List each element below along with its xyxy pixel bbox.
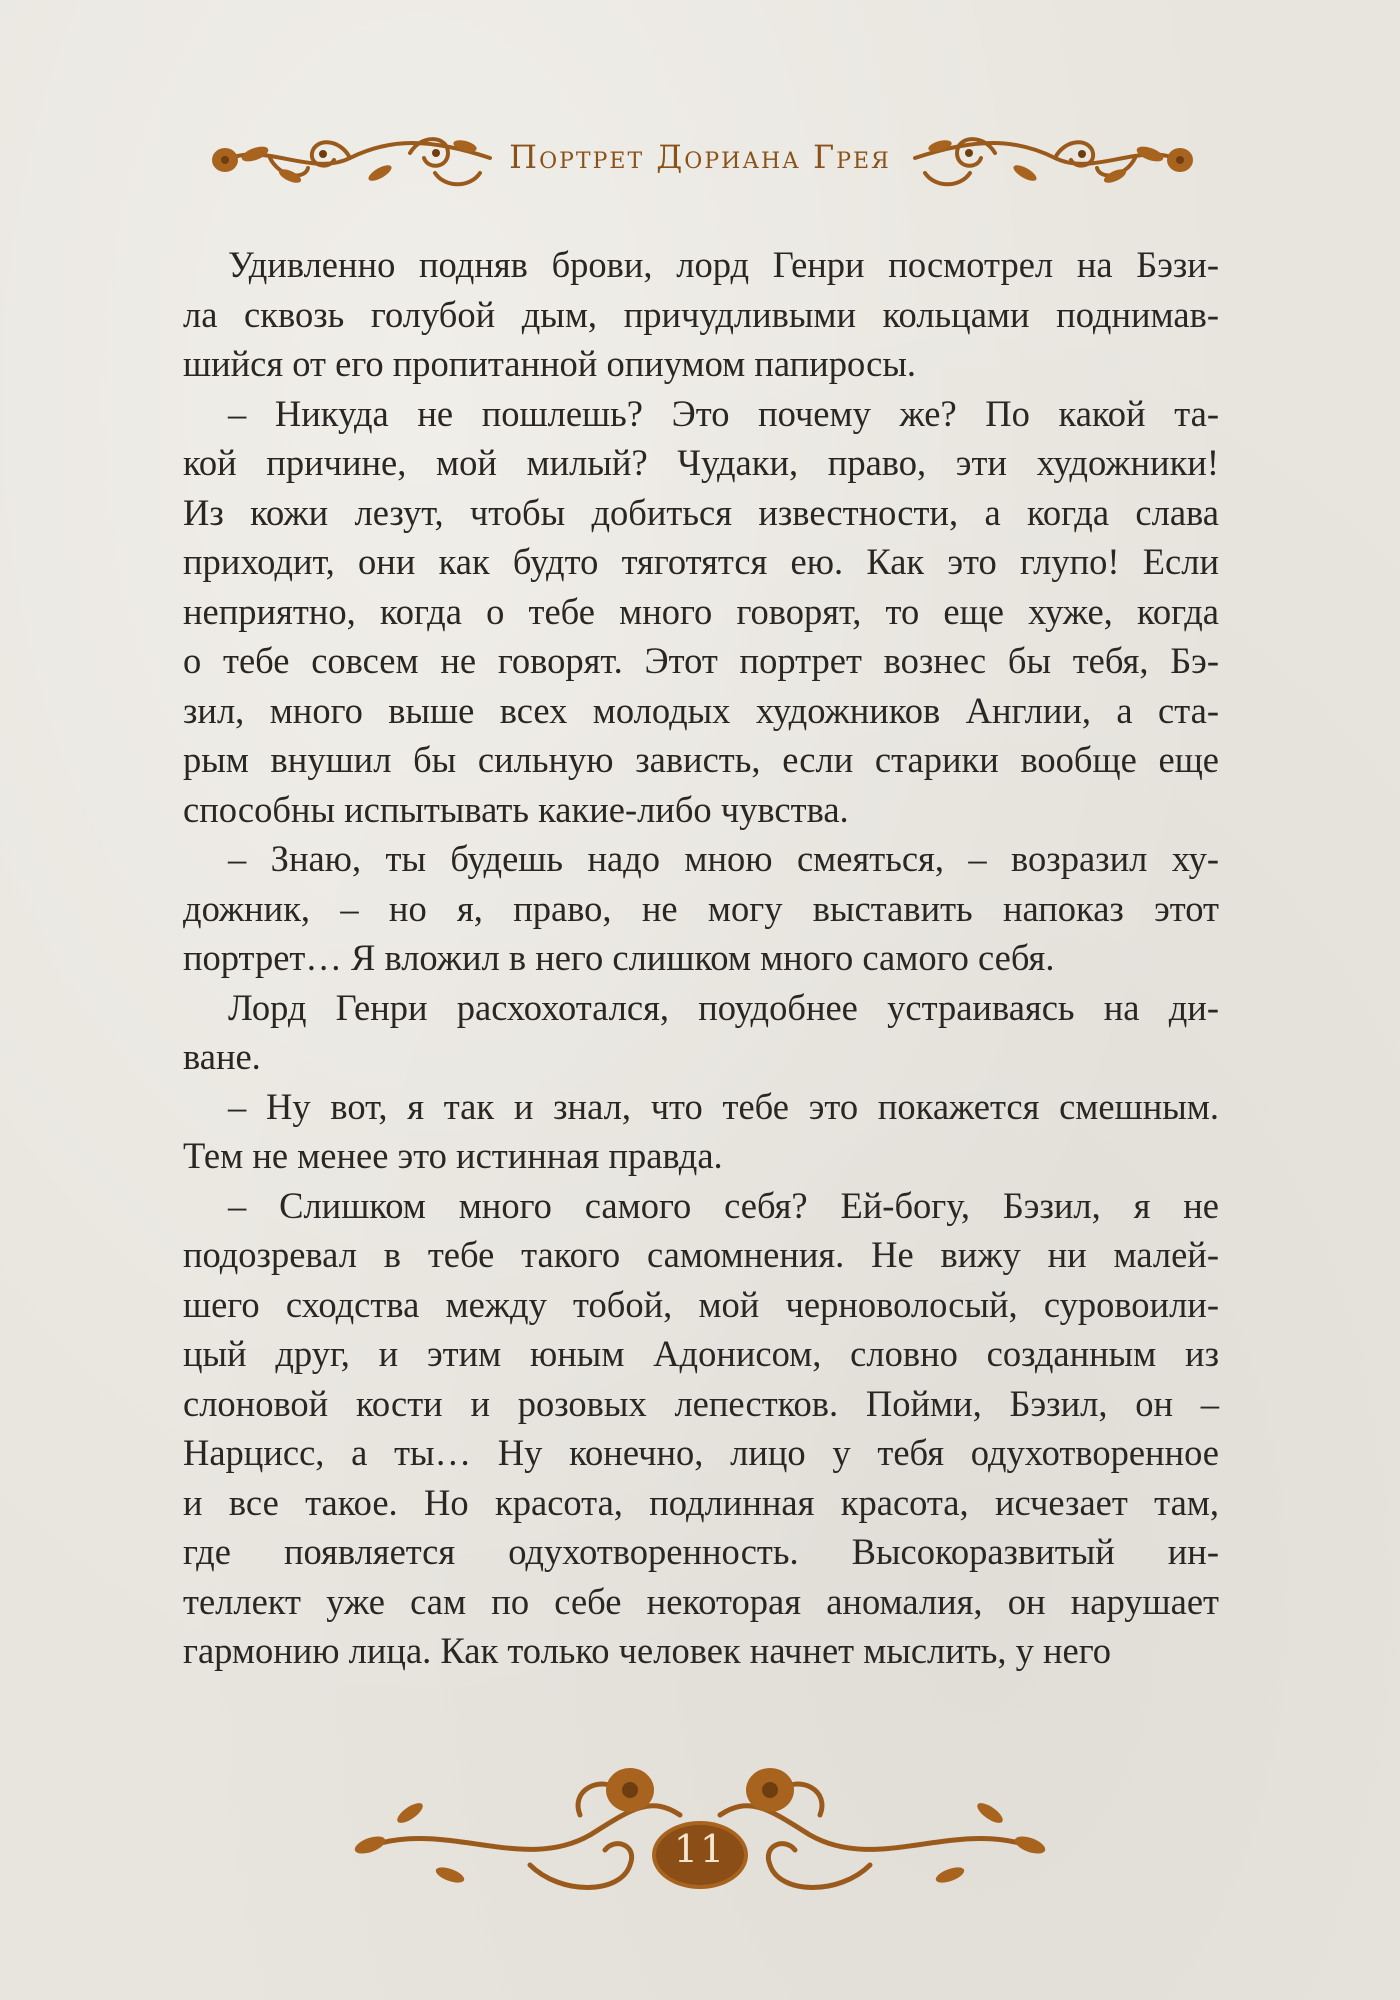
- text-line: неприятно, когда о тебе много говорят, то еще хуже, когда: [183, 590, 1219, 632]
- text-line: зил, много выше всех молодых художников Англии, а ста-: [183, 689, 1219, 731]
- paragraph: [183, 1082, 1219, 1181]
- paragraph: [183, 983, 1219, 1082]
- paragraph: [183, 1181, 1219, 1676]
- text-line: – Ну вот, я так и знал, что тебе это покажется смешным.: [228, 1085, 1219, 1127]
- text-line: – Слишком много самого себя? Ей-богу, Бэзил, я не: [228, 1184, 1219, 1226]
- text-line: о тебе совсем не говорят. Этот портрет вознес бы тебя, Бэ-: [183, 640, 1219, 681]
- text-line: слоновой кости и розовых лепестков. Пойми, Бэзил, он –: [183, 1382, 1219, 1424]
- text-line: ване.: [183, 1036, 261, 1077]
- text-line: портрет… Я вложил в него слишком много самого себя.: [183, 937, 1055, 978]
- text-line: Из кожи лезут, чтобы добиться известности, а когда слава: [183, 491, 1219, 533]
- text-line: где появляется одухотворенность. Высокоразвитый ин-: [183, 1531, 1219, 1572]
- text-line: Нарцисс, а ты… Ну конечно, лицо у тебя одухотворенное: [183, 1432, 1219, 1473]
- text-line: способны испытывать какие-либо чувства.: [183, 788, 849, 830]
- body-text: [183, 240, 1219, 1676]
- page-header: [0, 108, 1400, 208]
- text-line: кой причине, мой милый? Чудаки, право, эти художники!: [183, 442, 1219, 483]
- text-line: теллект уже сам по себе некоторая аномалия, он нарушает: [183, 1580, 1219, 1622]
- text-line: – Никуда не пошлешь? Это почему же? По какой та-: [228, 392, 1219, 434]
- text-line: и все такое. Но красота, подлинная красота, исчезает там,: [183, 1481, 1219, 1523]
- right-flourish-ornament: [905, 118, 1205, 198]
- text-line: подозревал в тебе такого самомнения. Не вижу ни малей-: [183, 1234, 1219, 1275]
- page-footer: [0, 1755, 1400, 1915]
- running-title: Портрет Дориана Грея: [509, 138, 891, 176]
- paragraph: [183, 389, 1219, 835]
- page-number: 11: [673, 1827, 727, 1871]
- text-line: шийся от его пропитанной опиумом папиросы.: [183, 343, 916, 384]
- text-line: цый друг, и этим юным Адонисом, словно созданным из: [183, 1333, 1219, 1374]
- text-line: Тем не менее это истинная правда.: [183, 1135, 723, 1176]
- text-line: рым внушил бы сильную зависть, если старики вообще еще: [183, 739, 1219, 780]
- text-line: дожник, – но я, право, не могу выставить напоказ этот: [183, 887, 1219, 929]
- text-line: шего сходства между тобой, мой черноволосый, суровоили-: [183, 1283, 1219, 1325]
- text-line: – Знаю, ты будешь надо мною смеяться, – возразил ху-: [228, 838, 1219, 879]
- left-flourish-ornament: [200, 118, 500, 198]
- paragraph: [183, 240, 1219, 389]
- text-line: Лорд Генри расхохотался, поудобнее устраиваясь на ди-: [228, 986, 1219, 1028]
- text-line: Удивленно подняв брови, лорд Генри посмотрел на Бэзи-: [228, 244, 1219, 285]
- paragraph: [183, 834, 1219, 983]
- text-line: приходит, они как будто тяготятся ею. Как это глупо! Если: [183, 541, 1219, 582]
- text-line: ла сквозь голубой дым, причудливыми кольцами поднимав-: [183, 293, 1219, 335]
- text-line: гармонию лица. Как только человек начнет мыслить, у него: [183, 1630, 1112, 1671]
